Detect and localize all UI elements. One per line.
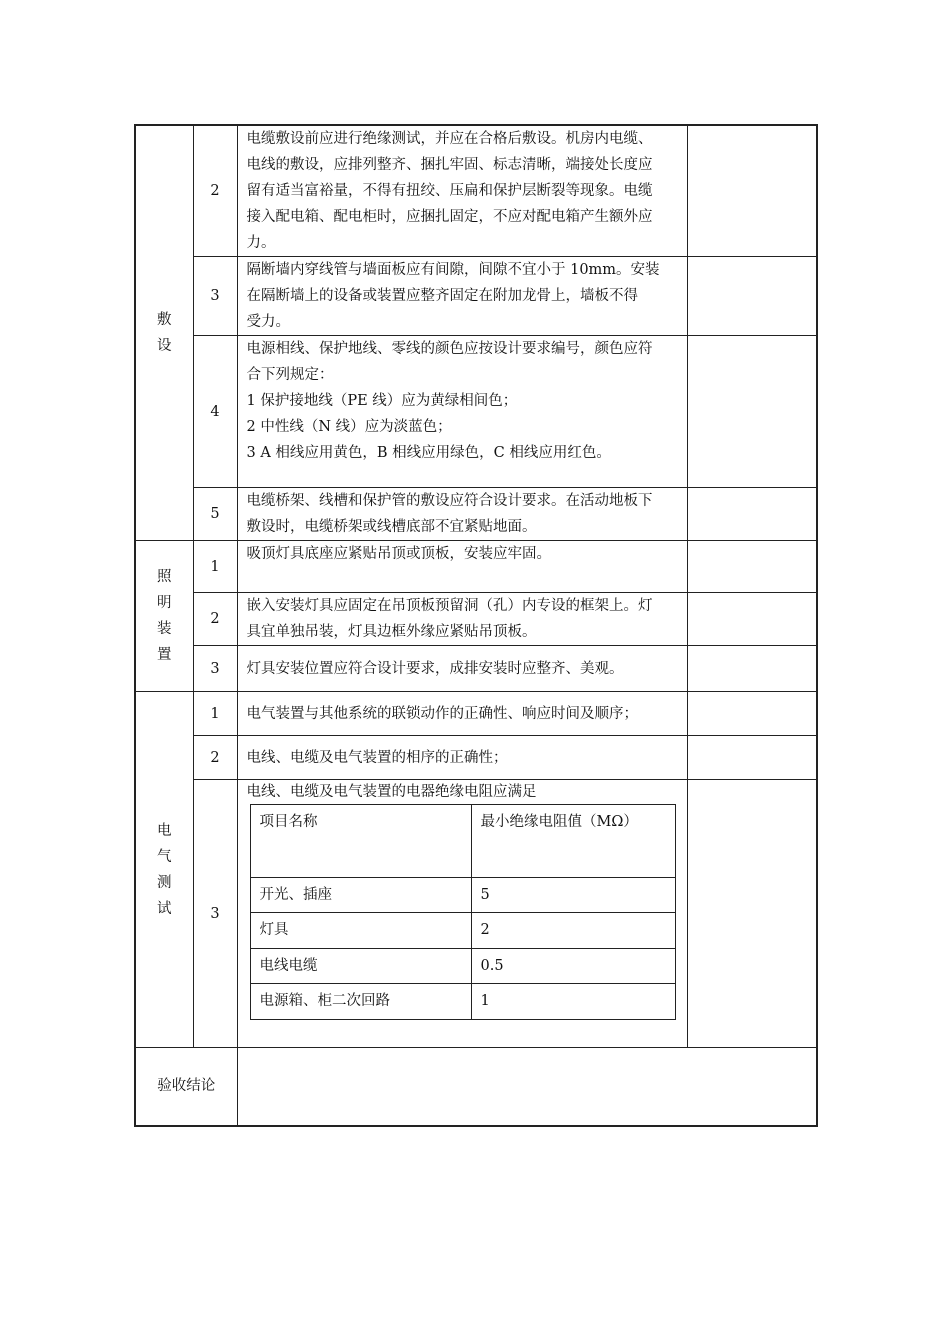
- resistance-value-cell: 5: [471, 878, 675, 913]
- item-name-cell: 电源箱、柜二次回路: [250, 984, 471, 1020]
- result-cell[interactable]: [687, 125, 817, 257]
- result-cell[interactable]: [687, 692, 817, 736]
- table-row: [135, 541, 817, 593]
- item-number: 4: [193, 336, 237, 488]
- category-cell-lighting: 照明装置: [135, 541, 193, 692]
- inner-row: [250, 878, 675, 913]
- result-cell[interactable]: [687, 541, 817, 593]
- item-text: 灯具安装位置应符合设计要求，成排安装时应整齐、美观。: [237, 646, 687, 692]
- resistance-value-cell: 0.5: [471, 949, 675, 984]
- item-text: 吸顶灯具底座应紧贴吊顶或顶板，安装应牢固。: [237, 541, 687, 593]
- result-cell[interactable]: [687, 646, 817, 692]
- table-row: [135, 488, 817, 541]
- item-number: 1: [193, 692, 237, 736]
- item-name-cell: 开光、插座: [250, 878, 471, 913]
- inner-header-row: [250, 805, 675, 878]
- item-text: 电缆桥架、线槽和保护管的敷设应符合设计要求。在活动地板下 敷设时，电缆桥架或线槽底部不宜紧贴地面。: [237, 488, 687, 541]
- resistance-value-cell: 1: [471, 984, 675, 1020]
- item-text: 电缆敷设前应进行绝缘测试，并应在合格后敷设。机房内电缆、 电线的敷设，应排列整齐、捆扎牢固、标志清晰，端接处长度应 留有适当富裕量，不得有扭绞、压扁和保护层断裂等现象。电缆 接入配电箱、配电柜时，应捆扎固定，不应对配电箱产生额外应 力。: [237, 125, 687, 257]
- inner-row: [250, 913, 675, 949]
- table-row: [135, 692, 817, 736]
- item-name-cell: 电线电缆: [250, 949, 471, 984]
- inner-row: [250, 949, 675, 984]
- item-text: 电源相线、保护地线、零线的颜色应按设计要求编号，颜色应符 合下列规定： 1 保护接地线（PE 线）应为黄绿相间色； 2 中性线（N 线）应为淡蓝色； 3 A 相线应用黄色，B 相线应用绿色，C 相线应用红色。: [237, 336, 687, 488]
- item-number: 3: [193, 780, 237, 1048]
- table-row: [135, 593, 817, 646]
- table-row: [135, 646, 817, 692]
- result-cell[interactable]: [687, 780, 817, 1048]
- item-number: 2: [193, 736, 237, 780]
- acceptance-table: [134, 124, 818, 1127]
- table-row: [135, 257, 817, 336]
- table-row: [135, 336, 817, 488]
- table-row: [135, 780, 817, 1048]
- category-cell-electrical-test: 电气测试: [135, 692, 193, 1048]
- item-number: 5: [193, 488, 237, 541]
- table-row: [135, 125, 817, 257]
- category-cell-laying: 敷设: [135, 125, 193, 541]
- conclusion-label: 验收结论: [135, 1048, 237, 1126]
- resistance-value-cell: 2: [471, 913, 675, 949]
- result-cell[interactable]: [687, 593, 817, 646]
- conclusion-row: [135, 1048, 817, 1126]
- column-header: 项目名称: [250, 805, 471, 878]
- table-row: [135, 736, 817, 780]
- item-text: 嵌入安装灯具应固定在吊顶板预留洞（孔）内专设的框架上。灯 具宜单独吊装，灯具边框外缘应紧贴吊顶板。: [237, 593, 687, 646]
- result-cell[interactable]: [687, 257, 817, 336]
- result-cell[interactable]: [687, 488, 817, 541]
- conclusion-field[interactable]: [237, 1048, 817, 1126]
- column-header: 最小绝缘电阻值（MΩ）: [471, 805, 675, 878]
- item-number: 2: [193, 125, 237, 257]
- result-cell[interactable]: [687, 736, 817, 780]
- item-number: 2: [193, 593, 237, 646]
- item-text: 隔断墙内穿线管与墙面板应有间隙，间隙不宜小于 10mm。安装 在隔断墙上的设备或装置应整齐固定在附加龙骨上，墙板不得 受力。: [237, 257, 687, 336]
- inner-row: [250, 984, 675, 1020]
- item-text: 电线、电缆及电气装置的电器绝缘电阻应满足 项目名称 最小绝缘电阻值（MΩ） 开光、插座 5 灯具 2 电线电缆 0.5 电源箱、柜二次回路 1: [237, 780, 687, 1048]
- insulation-resistance-table: [250, 804, 676, 1020]
- item-number: 1: [193, 541, 237, 593]
- item-text: 电线、电缆及电气装置的相序的正确性；: [237, 736, 687, 780]
- item-number: 3: [193, 646, 237, 692]
- item-text: 电气装置与其他系统的联锁动作的正确性、响应时间及顺序；: [237, 692, 687, 736]
- result-cell[interactable]: [687, 336, 817, 488]
- item-number: 3: [193, 257, 237, 336]
- item-name-cell: 灯具: [250, 913, 471, 949]
